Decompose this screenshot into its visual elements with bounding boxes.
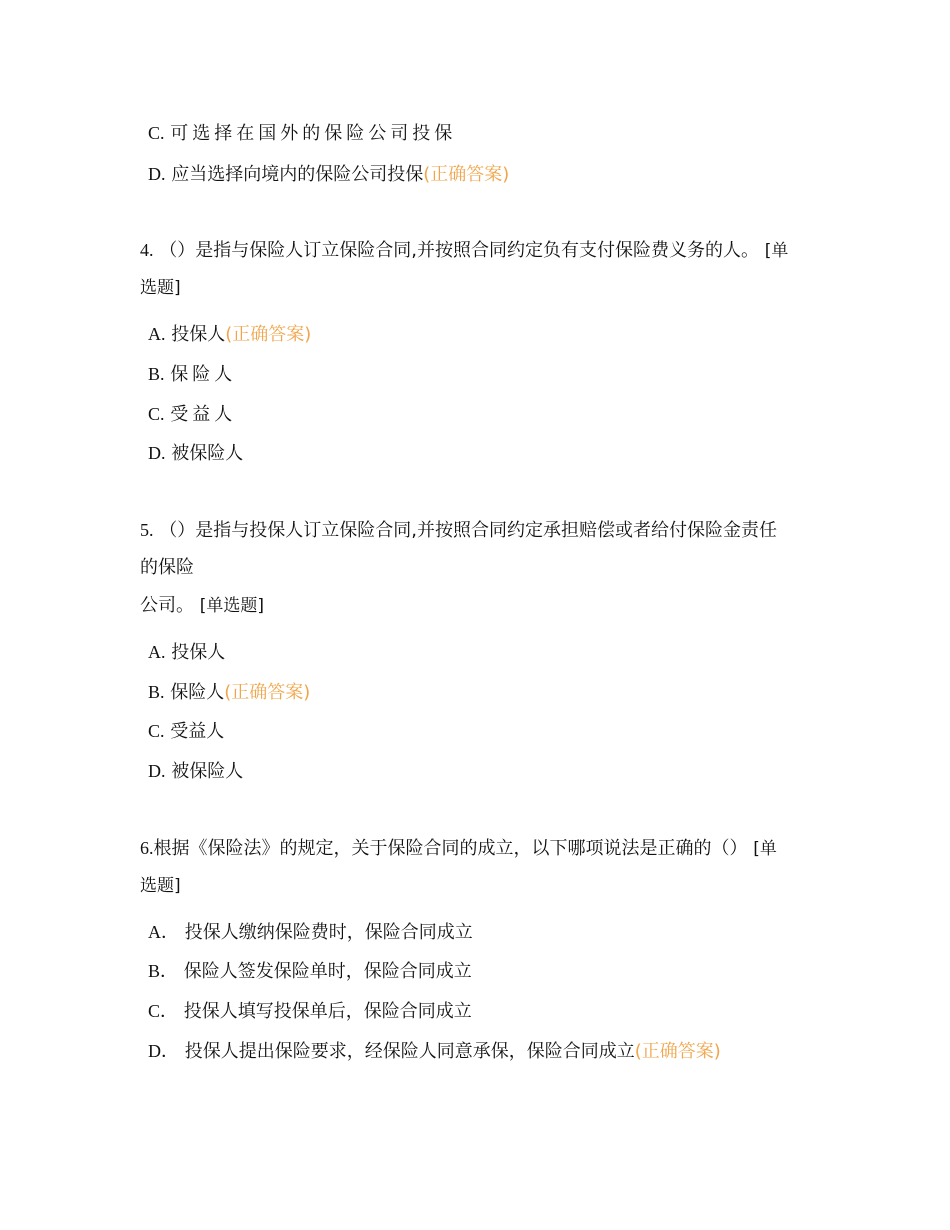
question-type-tag: [单选题] [199, 596, 264, 616]
q4-option-d [148, 441, 243, 466]
question-text: 根据《保险法》的规定，关于保险合同的成立，以下哪项说法是正确的（） [153, 838, 748, 859]
option-letter: D. [148, 443, 166, 463]
q4-option-c [148, 402, 236, 427]
q6-option-b [148, 959, 472, 984]
q5-option-a [148, 640, 225, 665]
option-letter: B. [148, 682, 165, 702]
option-letter: B. [148, 364, 165, 384]
q4-option-a [148, 322, 311, 347]
q6-option-d [148, 1039, 721, 1064]
option-text: 投保人缴纳保险费时，保险合同成立 [184, 922, 473, 943]
option-text: 保险人 [170, 364, 237, 385]
question-type-tag-cont: 选题] [140, 876, 181, 896]
option-text: 受益人 [170, 721, 225, 742]
q4-option-b [148, 362, 236, 387]
option-text: 被保险人 [171, 761, 244, 782]
q6-option-c [148, 999, 472, 1024]
option-letter: A. [148, 324, 166, 344]
option-text: 保险人 [170, 682, 225, 703]
option-text: 投保人填写投保单后，保险合同成立 [183, 1001, 472, 1022]
correct-answer-marker: (正确答案) [225, 324, 312, 345]
option-letter: D. [148, 761, 166, 781]
option-text: 投保人 [171, 324, 226, 345]
q5-title-line1 [140, 518, 777, 543]
q5-option-c [148, 719, 224, 744]
option-letter: C. [148, 721, 165, 741]
option-text: 被保险人 [171, 443, 244, 464]
q6-option-a [148, 920, 473, 945]
q4-title-line2 [140, 276, 181, 300]
option-text: 保险人签发保险单时，保险合同成立 [183, 961, 472, 982]
correct-answer-marker: (正确答案) [423, 164, 510, 185]
correct-answer-marker: (正确答案) [634, 1041, 721, 1062]
option-text: 投保人 [171, 642, 226, 663]
q5-option-d [148, 759, 243, 784]
q5-title-line3 [140, 594, 264, 618]
option-text: 可选择在国外的保险公司投保 [170, 123, 457, 144]
question-type-tag: [单 [753, 839, 777, 859]
q3-option-c [148, 121, 456, 146]
option-letter: B． [148, 961, 179, 981]
q6-title-line1 [140, 836, 777, 861]
option-text: 投保人提出保险要求，经保险人同意承保，保险合同成立 [184, 1041, 635, 1062]
question-number: 5. [140, 520, 154, 540]
option-text: 应当选择向境内的保险公司投保 [171, 164, 424, 185]
question-number: 6. [140, 838, 154, 858]
option-letter: C． [148, 1001, 179, 1021]
q5-title-line2 [140, 556, 194, 580]
option-letter: C. [148, 123, 165, 143]
option-letter: D. [148, 164, 166, 184]
option-text: 受益人 [170, 404, 237, 425]
question-text: （）是指与保险人订立保险合同,并按照合同约定负有支付保险费义务的人。 [159, 240, 759, 261]
question-type-tag: [单 [764, 241, 789, 261]
option-letter: A． [148, 922, 179, 942]
q3-option-d [148, 162, 509, 187]
question-text-cont: 公司。 [140, 595, 194, 616]
q4-title-line1 [140, 238, 788, 263]
correct-answer-marker: (正确答案) [224, 682, 311, 703]
option-letter: D． [148, 1041, 179, 1061]
option-letter: A. [148, 642, 166, 662]
q6-title-line2 [140, 874, 181, 898]
question-text: （）是指与投保人订立保险合同,并按照合同约定承担赔偿或者给付保险金责任 [159, 520, 777, 541]
question-text-cont: 的保险 [140, 557, 194, 578]
q5-option-b [148, 680, 310, 705]
question-type-tag-cont: 选题] [140, 278, 181, 298]
option-letter: C. [148, 404, 165, 424]
question-number: 4. [140, 240, 154, 260]
